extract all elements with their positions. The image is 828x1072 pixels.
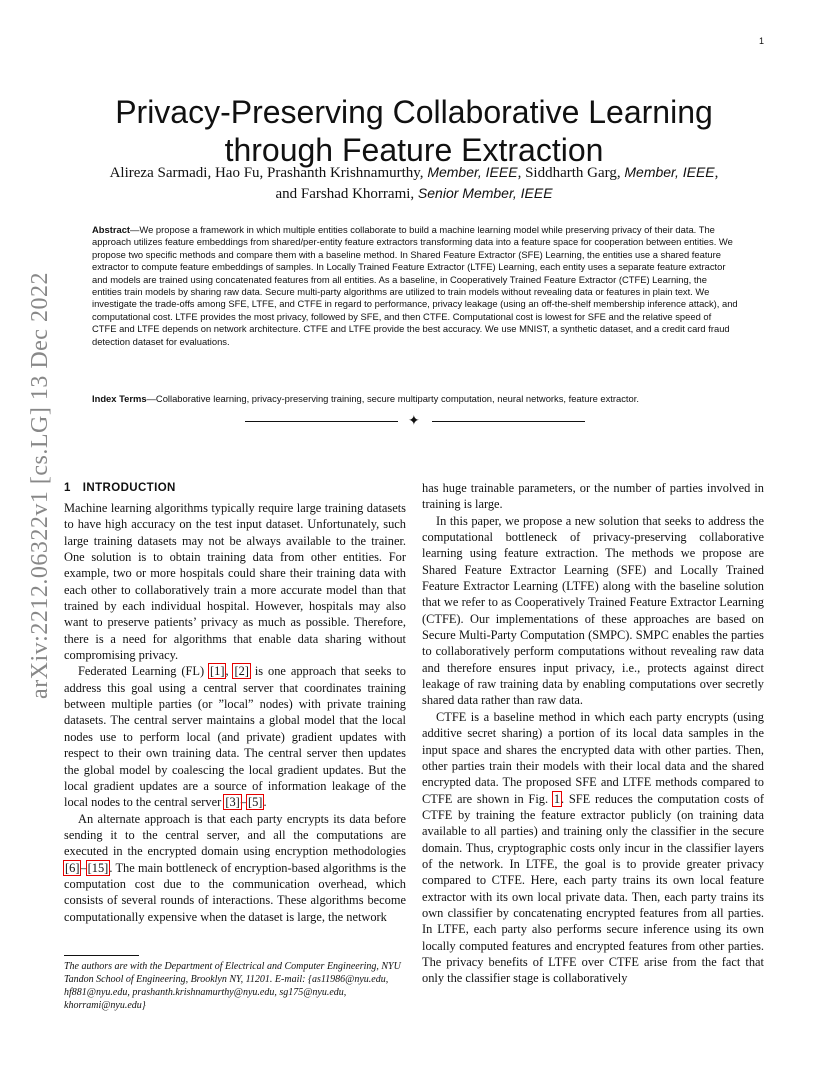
- text-run: Federated Learning (FL): [78, 664, 210, 679]
- author-role-3: Senior Member, IEEE: [417, 185, 553, 201]
- citation-link[interactable]: [15]: [87, 860, 109, 875]
- index-terms-label: Index Terms: [92, 393, 147, 404]
- abstract-text: —We propose a framework in which multiple entities collaborate to build a machine learning model while preserving privacy of their data. The approach utilizes feature embeddings from shared/per-entity feature extractors transforming data into a feature space for cooperation between entities. We propose two specific methods and compare them with a baseline method. In Shared Feature Extractor (SFE) Learning, the entities use a shared feature extractor to compute feature embeddings of samples. In Locally Trained Feature Extractor (LTFE) Learning, each entity uses a separate feature extractor and models are trained using concatenated features from all entities. As a baseline, in Cooperatively Trained Feature Extractor (CTFE) Learning, the entities train models by sharing raw data. Secure multi-party algorithms are utilized to train models without revealing data or features in plain text. We investigate the trade-offs among SFE, LTFE, and CTFE in regard to performance, privacy leakage (using an off-the-shelf membership inference attack), and computational cost. LTFE provides the most privacy, followed by SFE, and then CTFE. Computational cost is lowest for SFE and the relative speed of CTFE and LTFE depends on network architecture. CTFE and LTFE provide the best accuracy. We use MNIST, a synthetic dataset, and a credit card fraud detection dataset for evaluations.: [92, 224, 738, 347]
- intro-paragraph-6: [422, 709, 764, 987]
- text-run: . The main bottleneck of encryption-based algorithms is the computation cost due to the communication overhead, which consists of several rounds of interactions. These algorithms become computationally expensive when the dataset is large, the network: [64, 860, 406, 924]
- author-role-2: Member, IEEE: [624, 164, 715, 180]
- text-run: ,: [225, 664, 234, 679]
- text-run: CTFE is a baseline method in which each party encrypts (using additive secret sharing) a portion of its local data samples in the input space and shares the encrypted data with other parties. Then, other parties train their models with their local data and the shared encrypted data. The proposed SFE and LTFE methods compared to CTFE are shown in Fig.: [422, 709, 764, 806]
- divider-diamond-icon: ✦: [408, 413, 420, 429]
- author-role-1: Member, IEEE: [427, 164, 518, 180]
- intro-paragraph-2: [64, 663, 406, 810]
- divider-line-right: [432, 421, 585, 422]
- title-line-2: through Feature Extraction: [224, 132, 604, 169]
- citation-link[interactable]: [3]: [225, 795, 240, 810]
- divider-line-left: [245, 421, 398, 422]
- citation-link[interactable]: [6]: [65, 860, 80, 875]
- text-run: .: [263, 795, 267, 810]
- author-affiliation-footnote: The authors are with the Department of Electrical and Computer Engineering, NYU Tandon School of Engineering, Brooklyn NY, 11201. E-mail: {as11986@nyu.edu, hf881@nyu.edu, prashanth.krishnamurthy@nyu.edu, sg175@nyu.edu, khorrami@nyu.edu}: [64, 961, 401, 1011]
- citation-link[interactable]: [2]: [234, 664, 249, 679]
- authors-part-4: and Farshad Khorrami,: [275, 186, 415, 202]
- intro-paragraph-1: Machine learning algorithms typically require large training datasets to have high accuracy on the test input dataset. Unfortunately, such large training datasets may not be always available to the trainer. One solution is to obtain training data from other entities. For example, two or more hospitals could share their training data with each other to collaboratively train a more accurate model than that trained by each individual hospital. However, hospitals may also want to preserve patients’ privacy as much as possible. Therefore, there is a need for algorithms that enable data sharing without compromising privacy.: [64, 501, 406, 663]
- intro-paragraph-4: has huge trainable parameters, or the number of parties involved in training is large.: [422, 481, 764, 512]
- left-column: [64, 480, 406, 925]
- arxiv-identifier-stamp: [20, 271, 60, 699]
- figure-link[interactable]: 1: [553, 791, 561, 806]
- citation-link[interactable]: [5]: [247, 795, 263, 810]
- author-list: [64, 162, 764, 204]
- paper-title: [64, 93, 764, 169]
- authors-part-3: ,: [714, 165, 719, 181]
- arxiv-stamp-text: arXiv:2212.06322v1 [cs.LG] 13 Dec 2022: [26, 271, 53, 699]
- abstract: [92, 224, 738, 348]
- authors-part-1: Alireza Sarmadi, Hao Fu, Prashanth Krishnamurthy,: [109, 165, 424, 181]
- text-run: is one approach that seeks to address this goal using a central server that coordinates training between multiple parties (or ”local” nodes) with private training datasets. The central server maintains a global model that the local nodes use to perform local (and private) gradient updates with respect to their own training data. The central server then updates the global model by coalescing the local gradient updates. But the local gradient updates are a source of information leakage of the local nodes to the central server: [64, 664, 407, 810]
- footnote-rule: [64, 955, 139, 956]
- page-number: 1: [758, 36, 764, 46]
- section-title: INTRODUCTION: [82, 482, 176, 494]
- authors-part-2: , Siddharth Garg,: [517, 165, 621, 181]
- intro-paragraph-5: In this paper, we propose a new solution that seeks to address the computational bottleneck of privacy-preserving collaborative learning using feature extraction. The methods we propose are Shared Feature Extractor Learning (SFE) and Locally Trained Feature Extractor Learning (LTFE) along with the baseline solution that we refer to as Cooperatively Trained Feature Extractor Learning (CTFE). Our implementations of these approaches are based on Secure Multi-Party Computation (SMPC). SMPC enables the parties to collaboratively perform computations without revealing raw data and therefore ensures input privacy, i.e., protects against direct leakage of raw training data by enabling computations over secretly shared data rather than raw data.: [422, 513, 764, 708]
- section-number: 1: [64, 482, 71, 494]
- text-run: –: [80, 860, 87, 875]
- intro-paragraph-3: [64, 811, 406, 925]
- section-heading: [64, 480, 406, 496]
- section-divider: [245, 414, 585, 430]
- index-terms-text: —Collaborative learning, privacy-preserving training, secure multiparty computation, neural networks, feature extractor.: [146, 393, 639, 404]
- text-run: . SFE reduces the computation costs of CTFE by training the feature extractor publicly (on training data available to all parties) and training only the classifier in the secure domain. Thus, cryptographic costs only incur in the classifier layers of the network. In LTFE, the goal is to provide greater privacy compared to CTFE. Here, each party trains its own local feature extractor with its own local private data. Then, each party trains its own classifier by concatenating encrypted features from all parties. In LTFE, each party also performs secure inference using its own locally computed features and encrypted features from other parties. The privacy benefits of LTFE over CTFE arise from the fact that only the classifier stage is collaboratively: [422, 791, 764, 986]
- citation-link[interactable]: [1]: [210, 664, 225, 679]
- right-column: [422, 480, 764, 987]
- abstract-label: Abstract: [92, 224, 131, 235]
- text-run: –: [240, 795, 247, 810]
- index-terms: [92, 393, 738, 405]
- text-run: An alternate approach is that each party encrypts its data before sending it to the central server, and all the computations are executed in the encrypted domain using encryption methodologies: [64, 811, 406, 859]
- title-line-1: Privacy-Preserving Collaborative Learning: [115, 94, 713, 131]
